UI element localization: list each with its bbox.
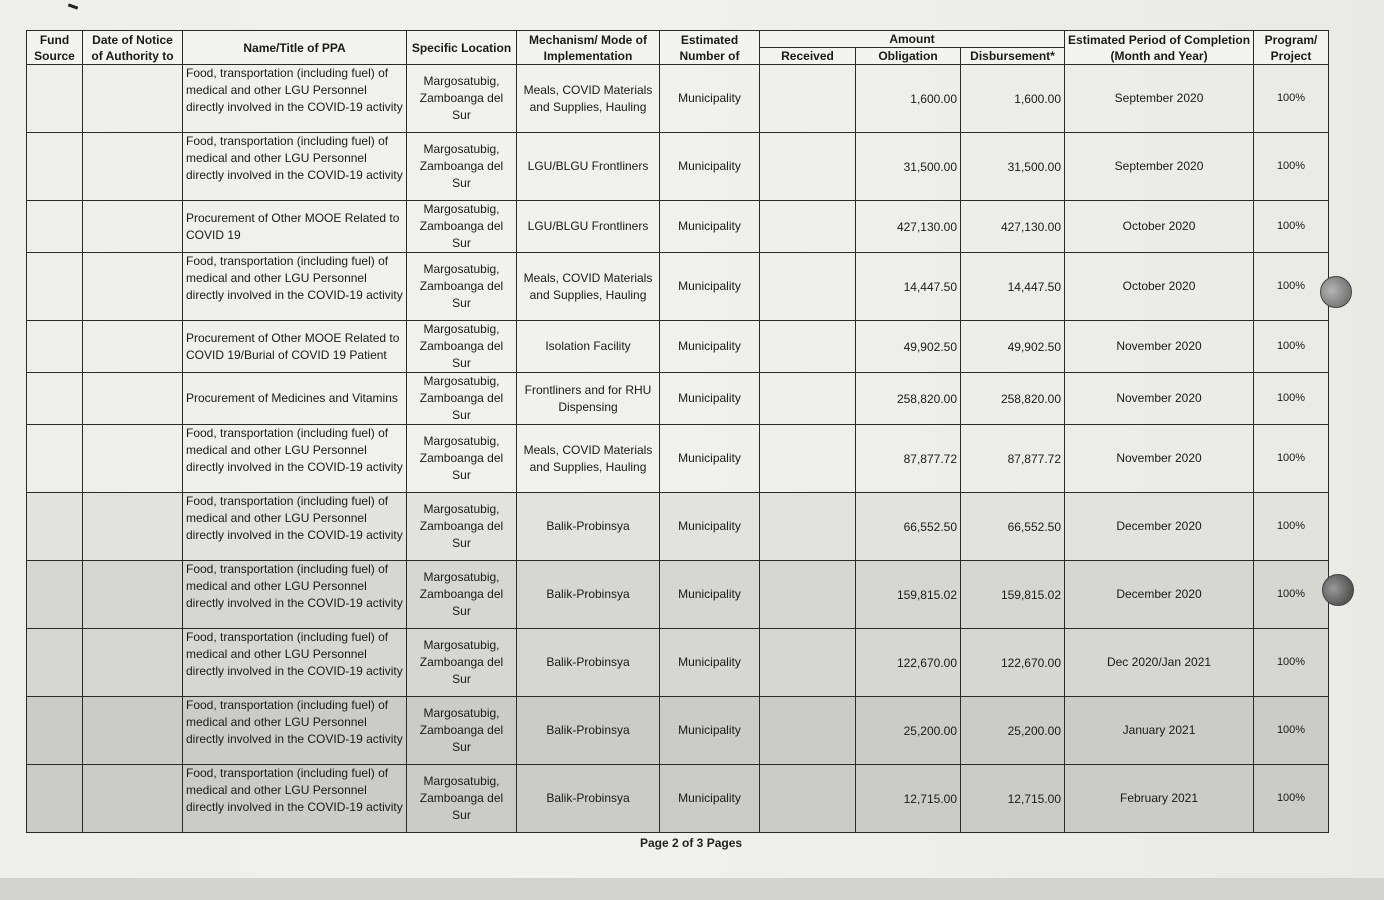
fund-source-cell bbox=[27, 493, 83, 561]
fund-source-cell bbox=[27, 133, 83, 201]
ppa-name-cell: Food, transportation (including fuel) of medical and other LGU Personnel directly involved in the COVID-19 activity bbox=[183, 425, 407, 493]
table-row bbox=[27, 321, 1329, 373]
location-cell: Margosatubig, Zamboanga del Sur bbox=[407, 697, 517, 765]
ppa-name-cell: Food, transportation (including fuel) of medical and other LGU Personnel directly involved in the COVID-19 activity bbox=[183, 561, 407, 629]
table-row bbox=[27, 373, 1329, 425]
date-notice-cell bbox=[83, 201, 183, 253]
header-disbursement: Disbursement* bbox=[961, 48, 1065, 65]
header-fund-source: Fund Source bbox=[27, 31, 83, 65]
date-notice-cell bbox=[83, 65, 183, 133]
date-notice-cell bbox=[83, 133, 183, 201]
date-notice-cell bbox=[83, 425, 183, 493]
program-cell: 100% bbox=[1254, 493, 1329, 561]
location-cell: Margosatubig, Zamboanga del Sur bbox=[407, 253, 517, 321]
period-cell: Dec 2020/Jan 2021 bbox=[1065, 629, 1254, 697]
received-cell bbox=[760, 373, 856, 425]
received-cell bbox=[760, 65, 856, 133]
program-cell: 100% bbox=[1254, 425, 1329, 493]
disbursement-cell: 122,670.00 bbox=[961, 629, 1065, 697]
obligation-cell: 258,820.00 bbox=[856, 373, 961, 425]
disbursement-cell: 14,447.50 bbox=[961, 253, 1065, 321]
estimated-number-cell: Municipality bbox=[660, 493, 760, 561]
ppa-name-cell: Food, transportation (including fuel) of medical and other LGU Personnel directly involved in the COVID-19 activity bbox=[183, 765, 407, 833]
mechanism-cell: LGU/BLGU Frontliners bbox=[517, 201, 660, 253]
period-cell: November 2020 bbox=[1065, 373, 1254, 425]
estimated-number-cell: Municipality bbox=[660, 201, 760, 253]
table-row bbox=[27, 65, 1329, 133]
table-row bbox=[27, 425, 1329, 493]
period-cell: October 2020 bbox=[1065, 201, 1254, 253]
obligation-cell: 66,552.50 bbox=[856, 493, 961, 561]
ppa-name-cell: Food, transportation (including fuel) of medical and other LGU Personnel directly involved in the COVID-19 activity bbox=[183, 629, 407, 697]
program-cell: 100% bbox=[1254, 561, 1329, 629]
received-cell bbox=[760, 629, 856, 697]
mechanism-cell: Balik-Probinsya bbox=[517, 561, 660, 629]
punch-hole bbox=[1320, 276, 1352, 308]
pen-mark bbox=[68, 3, 78, 9]
location-cell: Margosatubig, Zamboanga del Sur bbox=[407, 561, 517, 629]
mechanism-cell: LGU/BLGU Frontliners bbox=[517, 133, 660, 201]
period-cell: October 2020 bbox=[1065, 253, 1254, 321]
paper-edge bbox=[0, 878, 1384, 900]
disbursement-cell: 66,552.50 bbox=[961, 493, 1065, 561]
fund-source-cell bbox=[27, 253, 83, 321]
table-row bbox=[27, 561, 1329, 629]
header-estimated-number: Estimated Number of bbox=[660, 31, 760, 65]
header-received: Received bbox=[760, 48, 856, 65]
location-cell: Margosatubig, Zamboanga del Sur bbox=[407, 201, 517, 253]
period-cell: December 2020 bbox=[1065, 561, 1254, 629]
table-row bbox=[27, 629, 1329, 697]
header-location: Specific Location bbox=[407, 31, 517, 65]
mechanism-cell: Balik-Probinsya bbox=[517, 629, 660, 697]
program-cell: 100% bbox=[1254, 373, 1329, 425]
fund-source-cell bbox=[27, 697, 83, 765]
table-row bbox=[27, 493, 1329, 561]
table-row bbox=[27, 133, 1329, 201]
period-cell: December 2020 bbox=[1065, 493, 1254, 561]
date-notice-cell bbox=[83, 697, 183, 765]
estimated-number-cell: Municipality bbox=[660, 629, 760, 697]
disbursement-cell: 25,200.00 bbox=[961, 697, 1065, 765]
program-cell: 100% bbox=[1254, 133, 1329, 201]
estimated-number-cell: Municipality bbox=[660, 253, 760, 321]
ppa-name-cell: Procurement of Medicines and Vitamins bbox=[183, 373, 407, 425]
mechanism-cell: Balik-Probinsya bbox=[517, 697, 660, 765]
mechanism-cell: Meals, COVID Materials and Supplies, Hauling bbox=[517, 425, 660, 493]
obligation-cell: 87,877.72 bbox=[856, 425, 961, 493]
estimated-number-cell: Municipality bbox=[660, 561, 760, 629]
page-number: Page 2 of 3 Pages bbox=[640, 836, 743, 850]
location-cell: Margosatubig, Zamboanga del Sur bbox=[407, 765, 517, 833]
received-cell bbox=[760, 201, 856, 253]
obligation-cell: 1,600.00 bbox=[856, 65, 961, 133]
estimated-number-cell: Municipality bbox=[660, 321, 760, 373]
table-row bbox=[27, 253, 1329, 321]
location-cell: Margosatubig, Zamboanga del Sur bbox=[407, 133, 517, 201]
obligation-cell: 14,447.50 bbox=[856, 253, 961, 321]
program-cell: 100% bbox=[1254, 201, 1329, 253]
obligation-cell: 25,200.00 bbox=[856, 697, 961, 765]
disbursement-cell: 159,815.02 bbox=[961, 561, 1065, 629]
fund-source-cell bbox=[27, 65, 83, 133]
fund-source-cell bbox=[27, 561, 83, 629]
received-cell bbox=[760, 561, 856, 629]
estimated-number-cell: Municipality bbox=[660, 765, 760, 833]
location-cell: Margosatubig, Zamboanga del Sur bbox=[407, 65, 517, 133]
fund-source-cell bbox=[27, 373, 83, 425]
header-amount: Amount bbox=[760, 31, 1065, 48]
header-mechanism: Mechanism/ Mode of Implementation bbox=[517, 31, 660, 65]
date-notice-cell bbox=[83, 765, 183, 833]
period-cell: November 2020 bbox=[1065, 321, 1254, 373]
location-cell: Margosatubig, Zamboanga del Sur bbox=[407, 321, 517, 373]
obligation-cell: 49,902.50 bbox=[856, 321, 961, 373]
ppa-name-cell: Food, transportation (including fuel) of medical and other LGU Personnel directly involved in the COVID-19 activity bbox=[183, 493, 407, 561]
table-row bbox=[27, 697, 1329, 765]
received-cell bbox=[760, 253, 856, 321]
header-obligation: Obligation bbox=[856, 48, 961, 65]
ppa-name-cell: Food, transportation (including fuel) of medical and other LGU Personnel directly involved in the COVID-19 activity bbox=[183, 133, 407, 201]
estimated-number-cell: Municipality bbox=[660, 133, 760, 201]
disbursement-cell: 49,902.50 bbox=[961, 321, 1065, 373]
program-cell: 100% bbox=[1254, 697, 1329, 765]
program-cell: 100% bbox=[1254, 765, 1329, 833]
period-cell: February 2021 bbox=[1065, 765, 1254, 833]
estimated-number-cell: Municipality bbox=[660, 65, 760, 133]
location-cell: Margosatubig, Zamboanga del Sur bbox=[407, 493, 517, 561]
disbursement-cell: 427,130.00 bbox=[961, 201, 1065, 253]
disbursement-cell: 1,600.00 bbox=[961, 65, 1065, 133]
received-cell bbox=[760, 493, 856, 561]
received-cell bbox=[760, 321, 856, 373]
program-cell: 100% bbox=[1254, 321, 1329, 373]
location-cell: Margosatubig, Zamboanga del Sur bbox=[407, 373, 517, 425]
received-cell bbox=[760, 133, 856, 201]
header-period: Estimated Period of Completion (Month and Year) bbox=[1065, 31, 1254, 65]
disbursement-cell: 31,500.00 bbox=[961, 133, 1065, 201]
date-notice-cell bbox=[83, 321, 183, 373]
table-row bbox=[27, 201, 1329, 253]
fund-source-cell bbox=[27, 201, 83, 253]
mechanism-cell: Balik-Probinsya bbox=[517, 765, 660, 833]
punch-hole bbox=[1322, 574, 1354, 606]
fund-source-cell bbox=[27, 425, 83, 493]
received-cell bbox=[760, 425, 856, 493]
ppa-table bbox=[26, 30, 1329, 833]
header-program: Program/ Project bbox=[1254, 31, 1329, 65]
location-cell: Margosatubig, Zamboanga del Sur bbox=[407, 425, 517, 493]
period-cell: September 2020 bbox=[1065, 65, 1254, 133]
date-notice-cell bbox=[83, 561, 183, 629]
estimated-number-cell: Municipality bbox=[660, 697, 760, 765]
disbursement-cell: 258,820.00 bbox=[961, 373, 1065, 425]
date-notice-cell bbox=[83, 253, 183, 321]
date-notice-cell bbox=[83, 373, 183, 425]
obligation-cell: 12,715.00 bbox=[856, 765, 961, 833]
program-cell: 100% bbox=[1254, 253, 1329, 321]
period-cell: November 2020 bbox=[1065, 425, 1254, 493]
obligation-cell: 122,670.00 bbox=[856, 629, 961, 697]
fund-source-cell bbox=[27, 629, 83, 697]
mechanism-cell: Frontliners and for RHU Dispensing bbox=[517, 373, 660, 425]
ppa-name-cell: Food, transportation (including fuel) of medical and other LGU Personnel directly involved in the COVID-19 activity bbox=[183, 697, 407, 765]
fund-source-cell bbox=[27, 321, 83, 373]
obligation-cell: 159,815.02 bbox=[856, 561, 961, 629]
program-cell: 100% bbox=[1254, 629, 1329, 697]
estimated-number-cell: Municipality bbox=[660, 373, 760, 425]
header-date-notice: Date of Notice of Authority to bbox=[83, 31, 183, 65]
date-notice-cell bbox=[83, 629, 183, 697]
ppa-name-cell: Procurement of Other MOOE Related to COVID 19 bbox=[183, 201, 407, 253]
period-cell: January 2021 bbox=[1065, 697, 1254, 765]
mechanism-cell: Isolation Facility bbox=[517, 321, 660, 373]
received-cell bbox=[760, 697, 856, 765]
obligation-cell: 427,130.00 bbox=[856, 201, 961, 253]
estimated-number-cell: Municipality bbox=[660, 425, 760, 493]
program-cell: 100% bbox=[1254, 65, 1329, 133]
period-cell: September 2020 bbox=[1065, 133, 1254, 201]
header-name-title: Name/Title of PPA bbox=[183, 31, 407, 65]
location-cell: Margosatubig, Zamboanga del Sur bbox=[407, 629, 517, 697]
disbursement-cell: 87,877.72 bbox=[961, 425, 1065, 493]
mechanism-cell: Meals, COVID Materials and Supplies, Hauling bbox=[517, 253, 660, 321]
ppa-name-cell: Food, transportation (including fuel) of medical and other LGU Personnel directly involved in the COVID-19 activity bbox=[183, 253, 407, 321]
mechanism-cell: Meals, COVID Materials and Supplies, Hauling bbox=[517, 65, 660, 133]
ppa-name-cell: Procurement of Other MOOE Related to COVID 19/Burial of COVID 19 Patient bbox=[183, 321, 407, 373]
ppa-name-cell: Food, transportation (including fuel) of medical and other LGU Personnel directly involved in the COVID-19 activity bbox=[183, 65, 407, 133]
disbursement-cell: 12,715.00 bbox=[961, 765, 1065, 833]
obligation-cell: 31,500.00 bbox=[856, 133, 961, 201]
date-notice-cell bbox=[83, 493, 183, 561]
received-cell bbox=[760, 765, 856, 833]
mechanism-cell: Balik-Probinsya bbox=[517, 493, 660, 561]
table-row bbox=[27, 765, 1329, 833]
fund-source-cell bbox=[27, 765, 83, 833]
